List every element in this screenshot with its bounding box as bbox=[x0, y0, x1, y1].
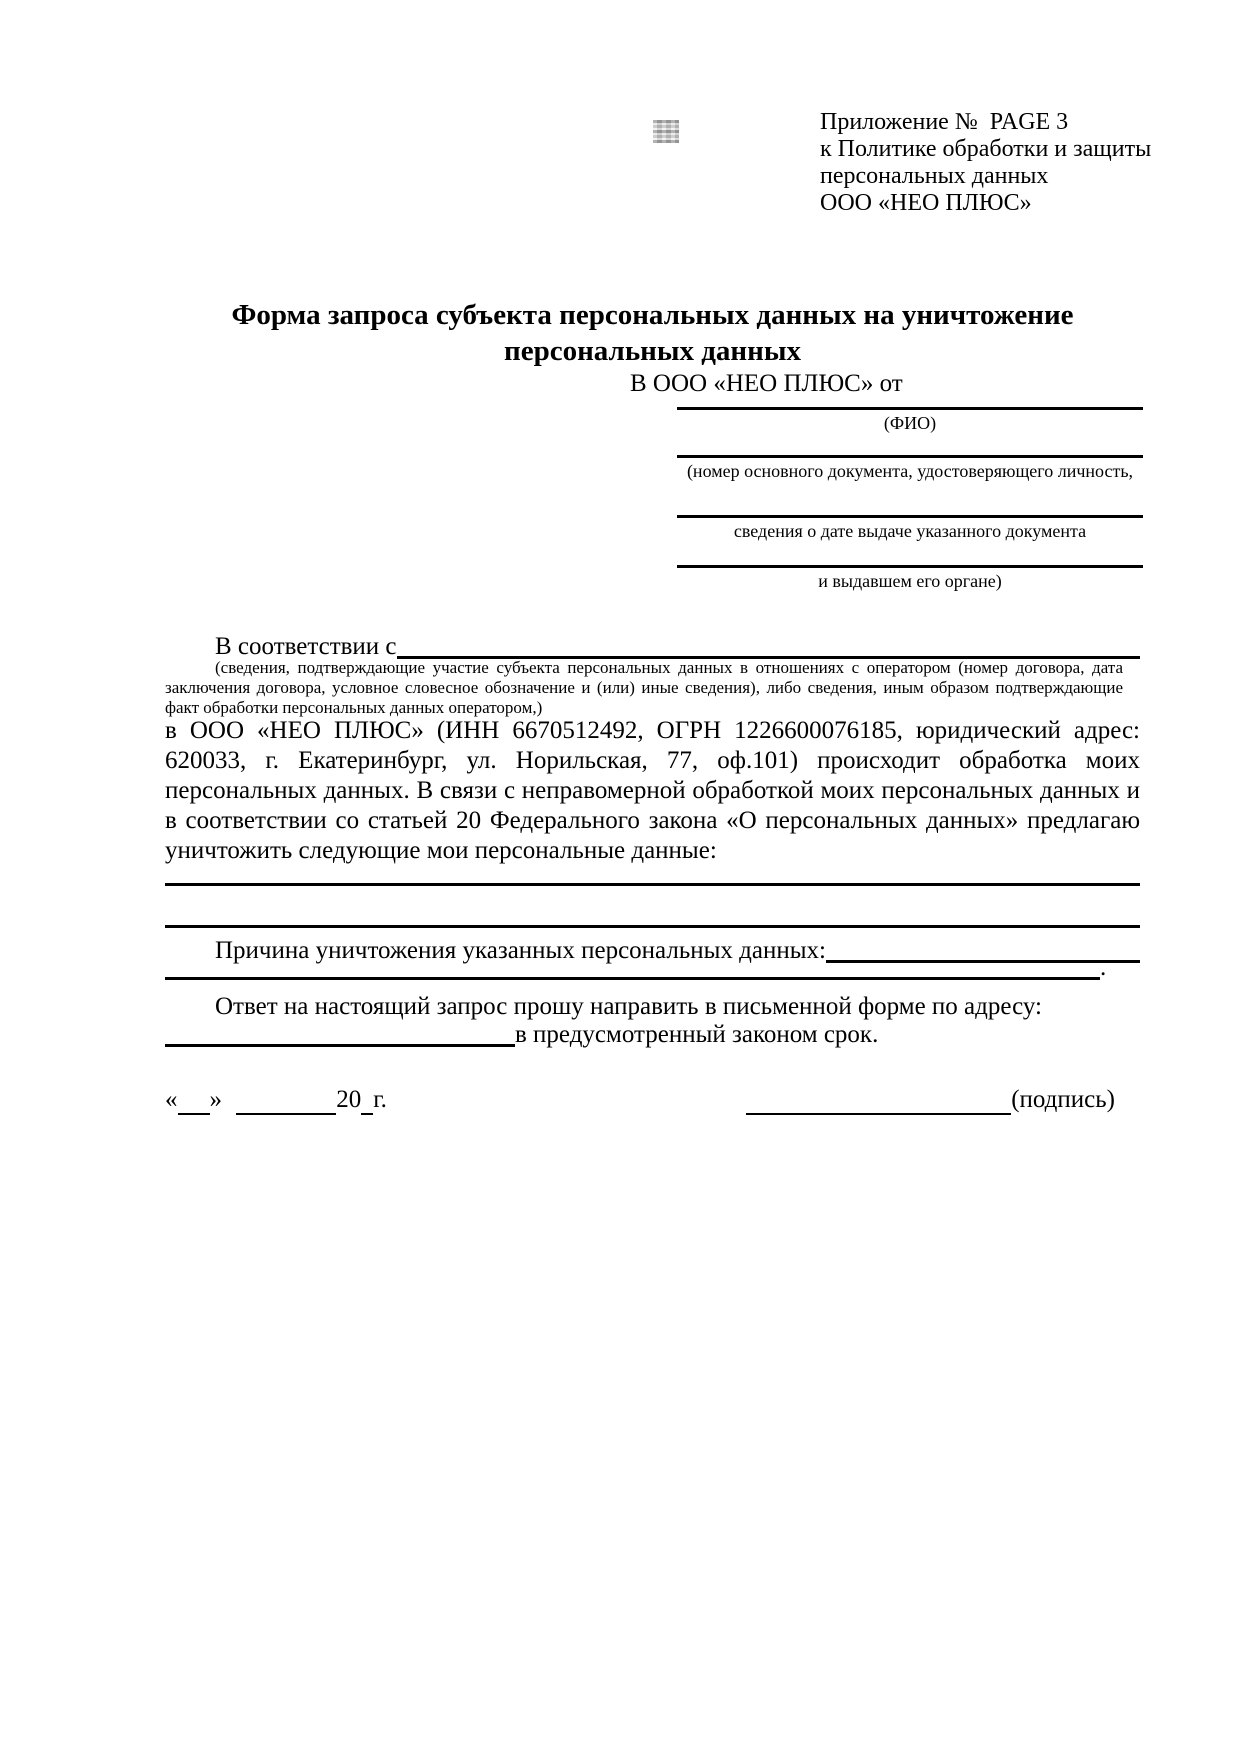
address-fill-in-line bbox=[165, 1044, 515, 1047]
title-line-2: персональных данных bbox=[504, 335, 801, 367]
accordance-prefix: В соответствии с bbox=[215, 633, 397, 660]
field-issue-date bbox=[677, 515, 1143, 542]
field-label-document-number: (номер основного документа, удостоверяющего личность, bbox=[686, 461, 1134, 481]
reason-period: . bbox=[1100, 954, 1107, 981]
appendix-block bbox=[820, 109, 1151, 217]
response-line-2 bbox=[165, 1022, 1140, 1050]
appendix-line: персональных данных bbox=[820, 163, 1049, 189]
reason-continuation-row bbox=[165, 954, 1140, 983]
date-year-suffix: г. bbox=[373, 1086, 387, 1113]
signature-fill-in-line bbox=[746, 1089, 1011, 1115]
date-signature-row bbox=[165, 1085, 1115, 1115]
blank-ruled-line-1 bbox=[165, 883, 1140, 886]
embedded-thumbnail-icon bbox=[653, 120, 679, 143]
date-open-quote: « bbox=[165, 1086, 178, 1113]
date-year-blank bbox=[361, 1089, 373, 1115]
field-label-issue-date: сведения о дате выдаче указанного документа bbox=[733, 521, 1087, 541]
signature-group bbox=[746, 1085, 1115, 1115]
body-paragraph: в ООО «НЕО ПЛЮС» (ИНН 6670512492, ОГРН 1226600076185, юридический адрес: 620033, г. Екатеринбург, ул. Норильская, 77, оф.101) происходит обработка моих персональных данных. В связи с неправомерной обработкой моих персональных данных и в соответствии со статьей 20 Федерального закона «О персональных данных» предлагаю уничтожить следующие мои персональные данные: bbox=[165, 717, 1140, 864]
appendix-line: к Политике обработки и защиты bbox=[820, 136, 1152, 162]
field-label-fio: (ФИО) bbox=[883, 413, 937, 433]
addressee-line: В ООО «НЕО ПЛЮС» от bbox=[630, 370, 903, 397]
footnote-paragraph: (сведения, подтверждающие участие субъекта персональных данных в отношениях с оператором (номер договора, дата заключения договора, условное словесное обозначение и (или) иные сведения), либо сведения, иным образом подтверждающие факт обработки персональных данных оператором,) bbox=[165, 658, 1123, 717]
field-label-issuing-authority: и выдавшем его органе) bbox=[818, 571, 1002, 591]
field-fio bbox=[677, 407, 1143, 434]
field-document-number bbox=[677, 455, 1143, 482]
response-line-1: Ответ на настоящий запрос прошу направить в письменной форме по адресу: bbox=[215, 993, 1042, 1020]
response-line-2-text: в предусмотренный законом срок. bbox=[515, 1021, 879, 1048]
date-group bbox=[165, 1085, 387, 1115]
date-day-blank bbox=[178, 1089, 210, 1115]
blank-ruled-line-2 bbox=[165, 925, 1140, 928]
reason-label: Причина уничтожения указанных персональных данных: bbox=[215, 937, 826, 964]
date-month-blank bbox=[236, 1089, 336, 1115]
appendix-line: Приложение № PAGE 3 bbox=[820, 109, 1069, 135]
document-title bbox=[165, 297, 1140, 369]
date-year: 20 bbox=[336, 1086, 362, 1113]
date-close-quote: » bbox=[209, 1086, 222, 1113]
reason-fill-in-line-2 bbox=[165, 977, 1100, 980]
field-issuing-authority bbox=[677, 565, 1143, 592]
appendix-line: ООО «НЕО ПЛЮС» bbox=[820, 190, 1032, 216]
title-line-1: Форма запроса субъекта персональных данных на уничтожение bbox=[231, 299, 1074, 331]
signature-label: (подпись) bbox=[1011, 1086, 1115, 1113]
